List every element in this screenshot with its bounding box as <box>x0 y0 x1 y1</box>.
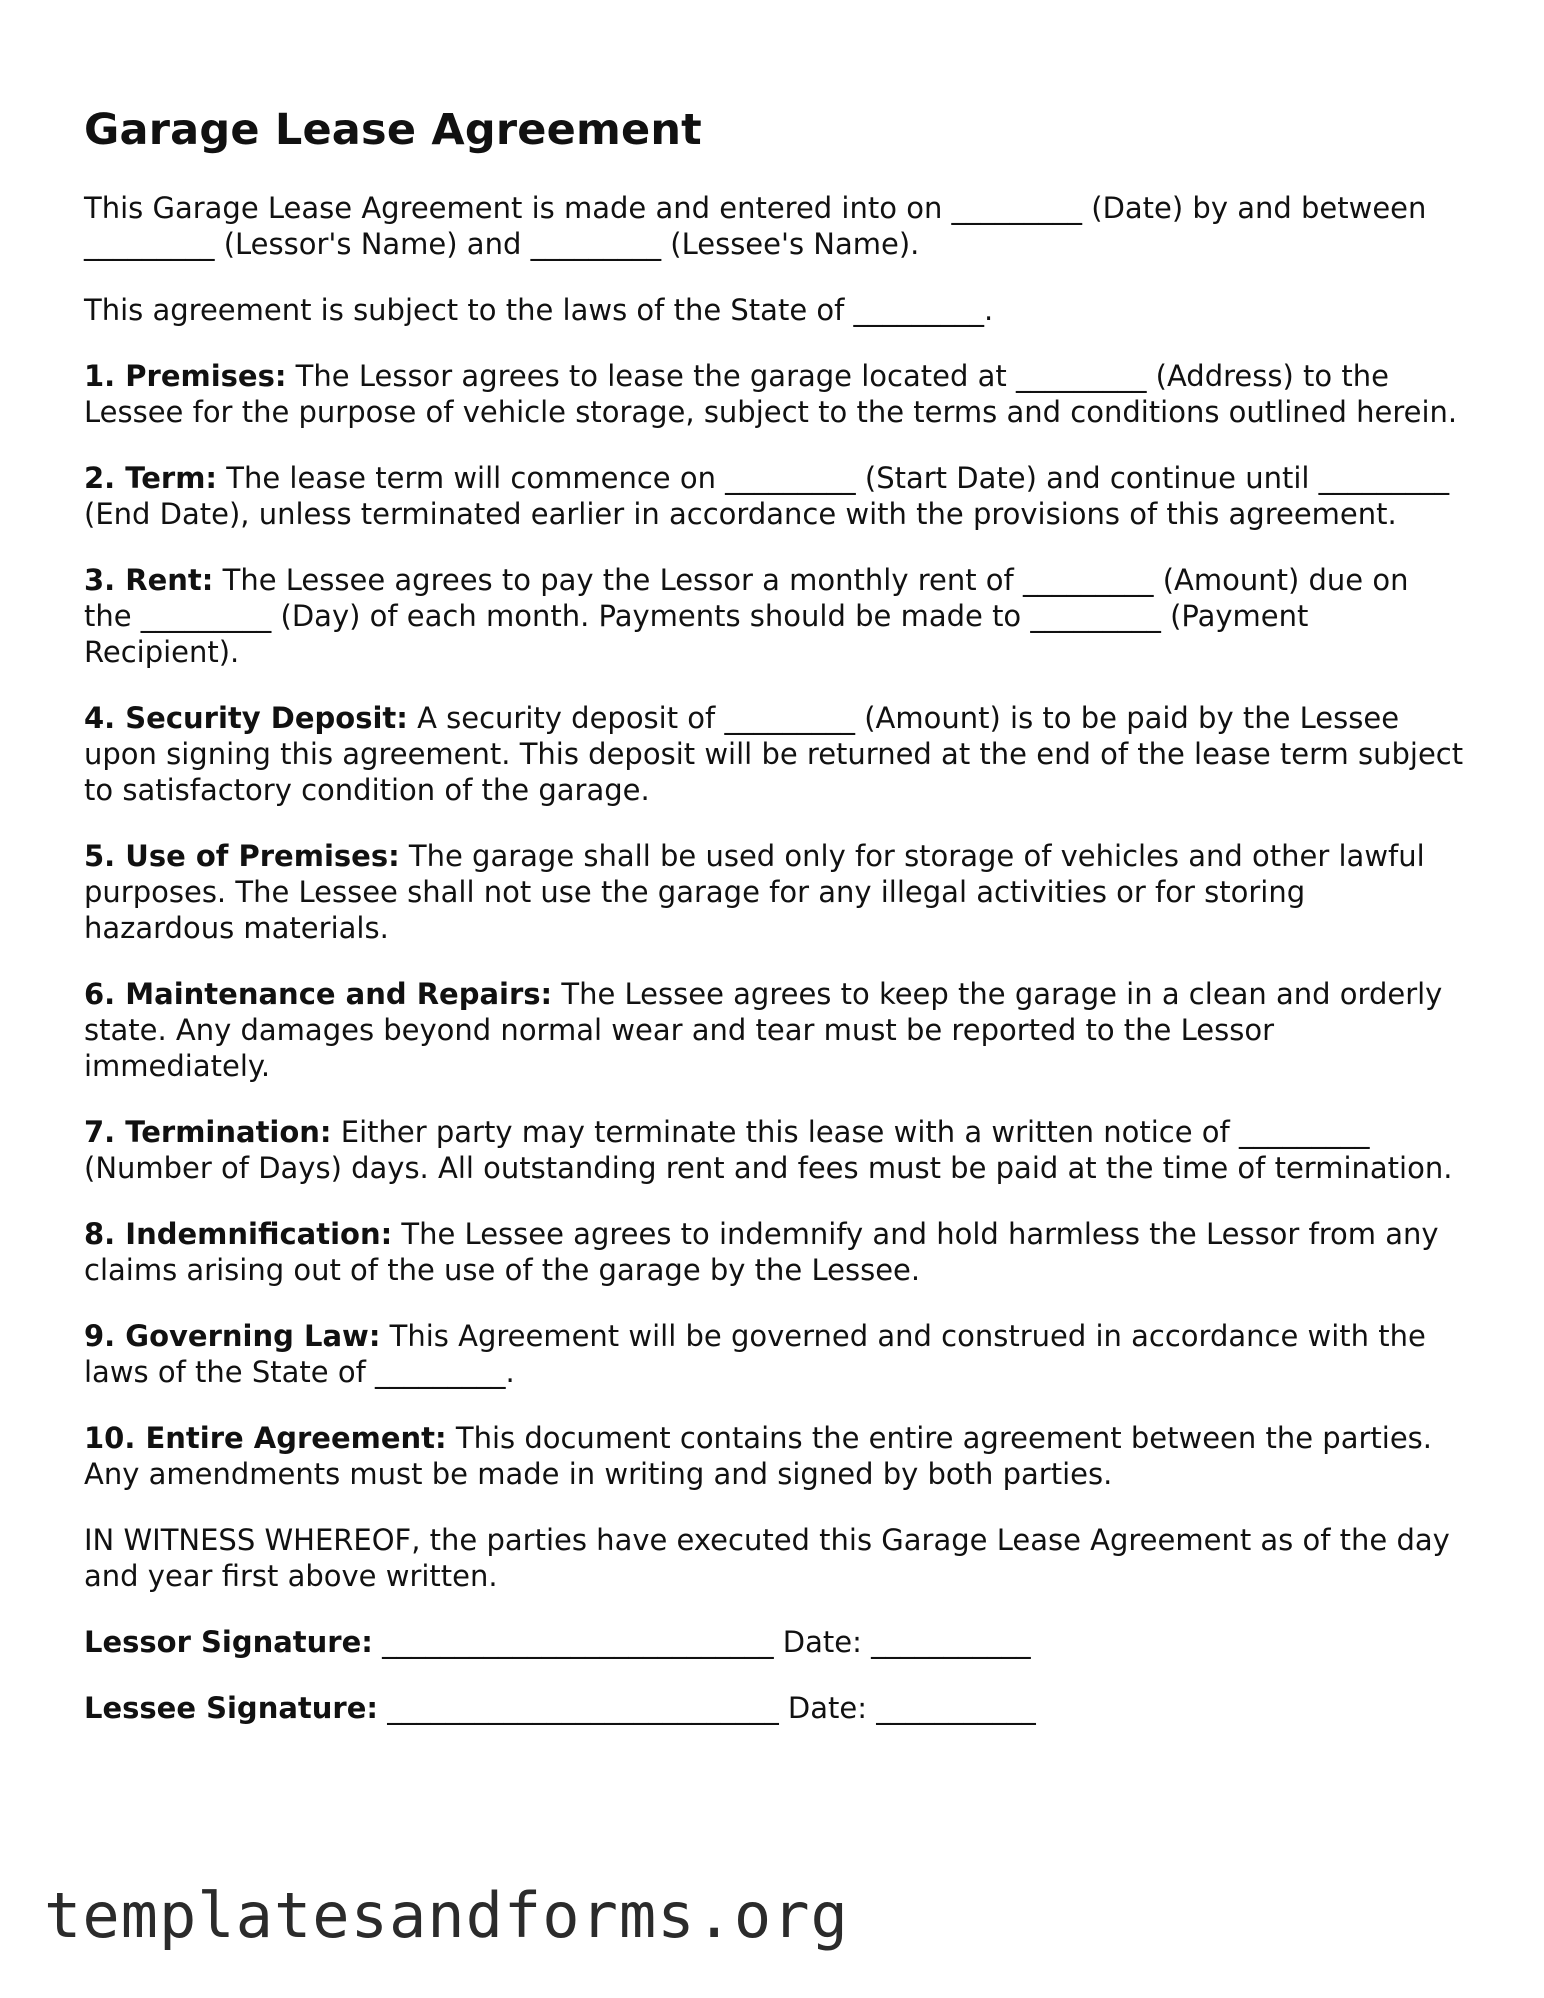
section-heading: 1. Premises: <box>84 359 287 393</box>
document-page <box>84 102 1464 1756</box>
section-term <box>84 460 1464 532</box>
section-heading: 5. Use of Premises: <box>84 839 400 873</box>
state-clause: This agreement is subject to the laws of the State of _________. <box>84 293 994 327</box>
signature-label: Lessee Signature: <box>84 1691 378 1725</box>
watermark: templatesandforms.org <box>44 1879 849 1952</box>
section-maintenance <box>84 976 1464 1084</box>
section-text: A security deposit of _________ (Amount) is to be paid by the Lessee upon signing this agreement. This deposit will be returned at the end of the lease term subject to satisfactory condition of the garage. <box>84 701 1464 807</box>
signature-blanks: ___________________________ Date: ___________ <box>372 1625 1031 1659</box>
section-text: The Lessor agrees to lease the garage located at _________ (Address) to the Lessee for the purpose of vehicle storage, subject to the terms and conditions outlined herein. <box>84 359 1458 429</box>
section-heading: 10. Entire Agreement: <box>84 1421 447 1455</box>
section-security-deposit <box>84 700 1464 808</box>
section-heading: 6. Maintenance and Repairs: <box>84 977 553 1011</box>
section-governing-law <box>84 1318 1464 1390</box>
signature-label: Lessor Signature: <box>84 1625 373 1659</box>
section-text: The garage shall be used only for storage of vehicles and other lawful purposes. The Lessee shall not use the garage for any illegal activities or for storing hazardous materials. <box>84 839 1425 945</box>
section-text: The Lessee agrees to keep the garage in a clean and orderly state. Any damages beyond normal wear and tear must be reported to the Lessor immediately. <box>84 977 1443 1083</box>
section-text: The Lessee agrees to indemnify and hold harmless the Lessor from any claims arising out of the use of the garage by the Lessee. <box>84 1217 1439 1287</box>
section-indemnification <box>84 1216 1464 1288</box>
section-premises <box>84 358 1464 430</box>
section-text: Either party may terminate this lease with a written notice of _________ (Number of Days) days. All outstanding rent and fees must be paid at the time of termination. <box>84 1115 1453 1185</box>
section-heading: 4. Security Deposit: <box>84 701 408 735</box>
section-heading: 3. Rent: <box>84 563 214 597</box>
lessor-signature-line <box>84 1624 1464 1660</box>
witness-paragraph: IN WITNESS WHEREOF, the parties have executed this Garage Lease Agreement as of the day and year first above written. <box>84 1523 1450 1593</box>
section-entire-agreement <box>84 1420 1464 1492</box>
section-text: This document contains the entire agreement between the parties. Any amendments must be made in writing and signed by both parties. <box>84 1421 1432 1491</box>
document-title: Garage Lease Agreement <box>84 105 702 155</box>
section-heading: 8. Indemnification: <box>84 1217 393 1251</box>
section-heading: 2. Term: <box>84 461 218 495</box>
section-use-of-premises <box>84 838 1464 946</box>
section-text: This Agreement will be governed and construed in accordance with the laws of the State of _________. <box>84 1319 1426 1389</box>
section-termination <box>84 1114 1464 1186</box>
intro-paragraph: This Garage Lease Agreement is made and entered into on _________ (Date) by and between _________ (Lessor's Name) and _________ (Lessee's Name). <box>84 191 1427 261</box>
lessee-signature-line <box>84 1690 1464 1726</box>
section-text: The lease term will commence on _________ (Start Date) and continue until _________ (End Date), unless terminated earlier in accordance with the provisions of this agreement. <box>84 461 1450 531</box>
section-rent <box>84 562 1464 670</box>
section-text: The Lessee agrees to pay the Lessor a monthly rent of _________ (Amount) due on the _________ (Day) of each month. Payments should be made to _________ (Payment Recipient). <box>84 563 1409 669</box>
signature-blanks: ___________________________ Date: ___________ <box>377 1691 1036 1725</box>
section-heading: 9. Governing Law: <box>84 1319 381 1353</box>
section-heading: 7. Termination: <box>84 1115 332 1149</box>
